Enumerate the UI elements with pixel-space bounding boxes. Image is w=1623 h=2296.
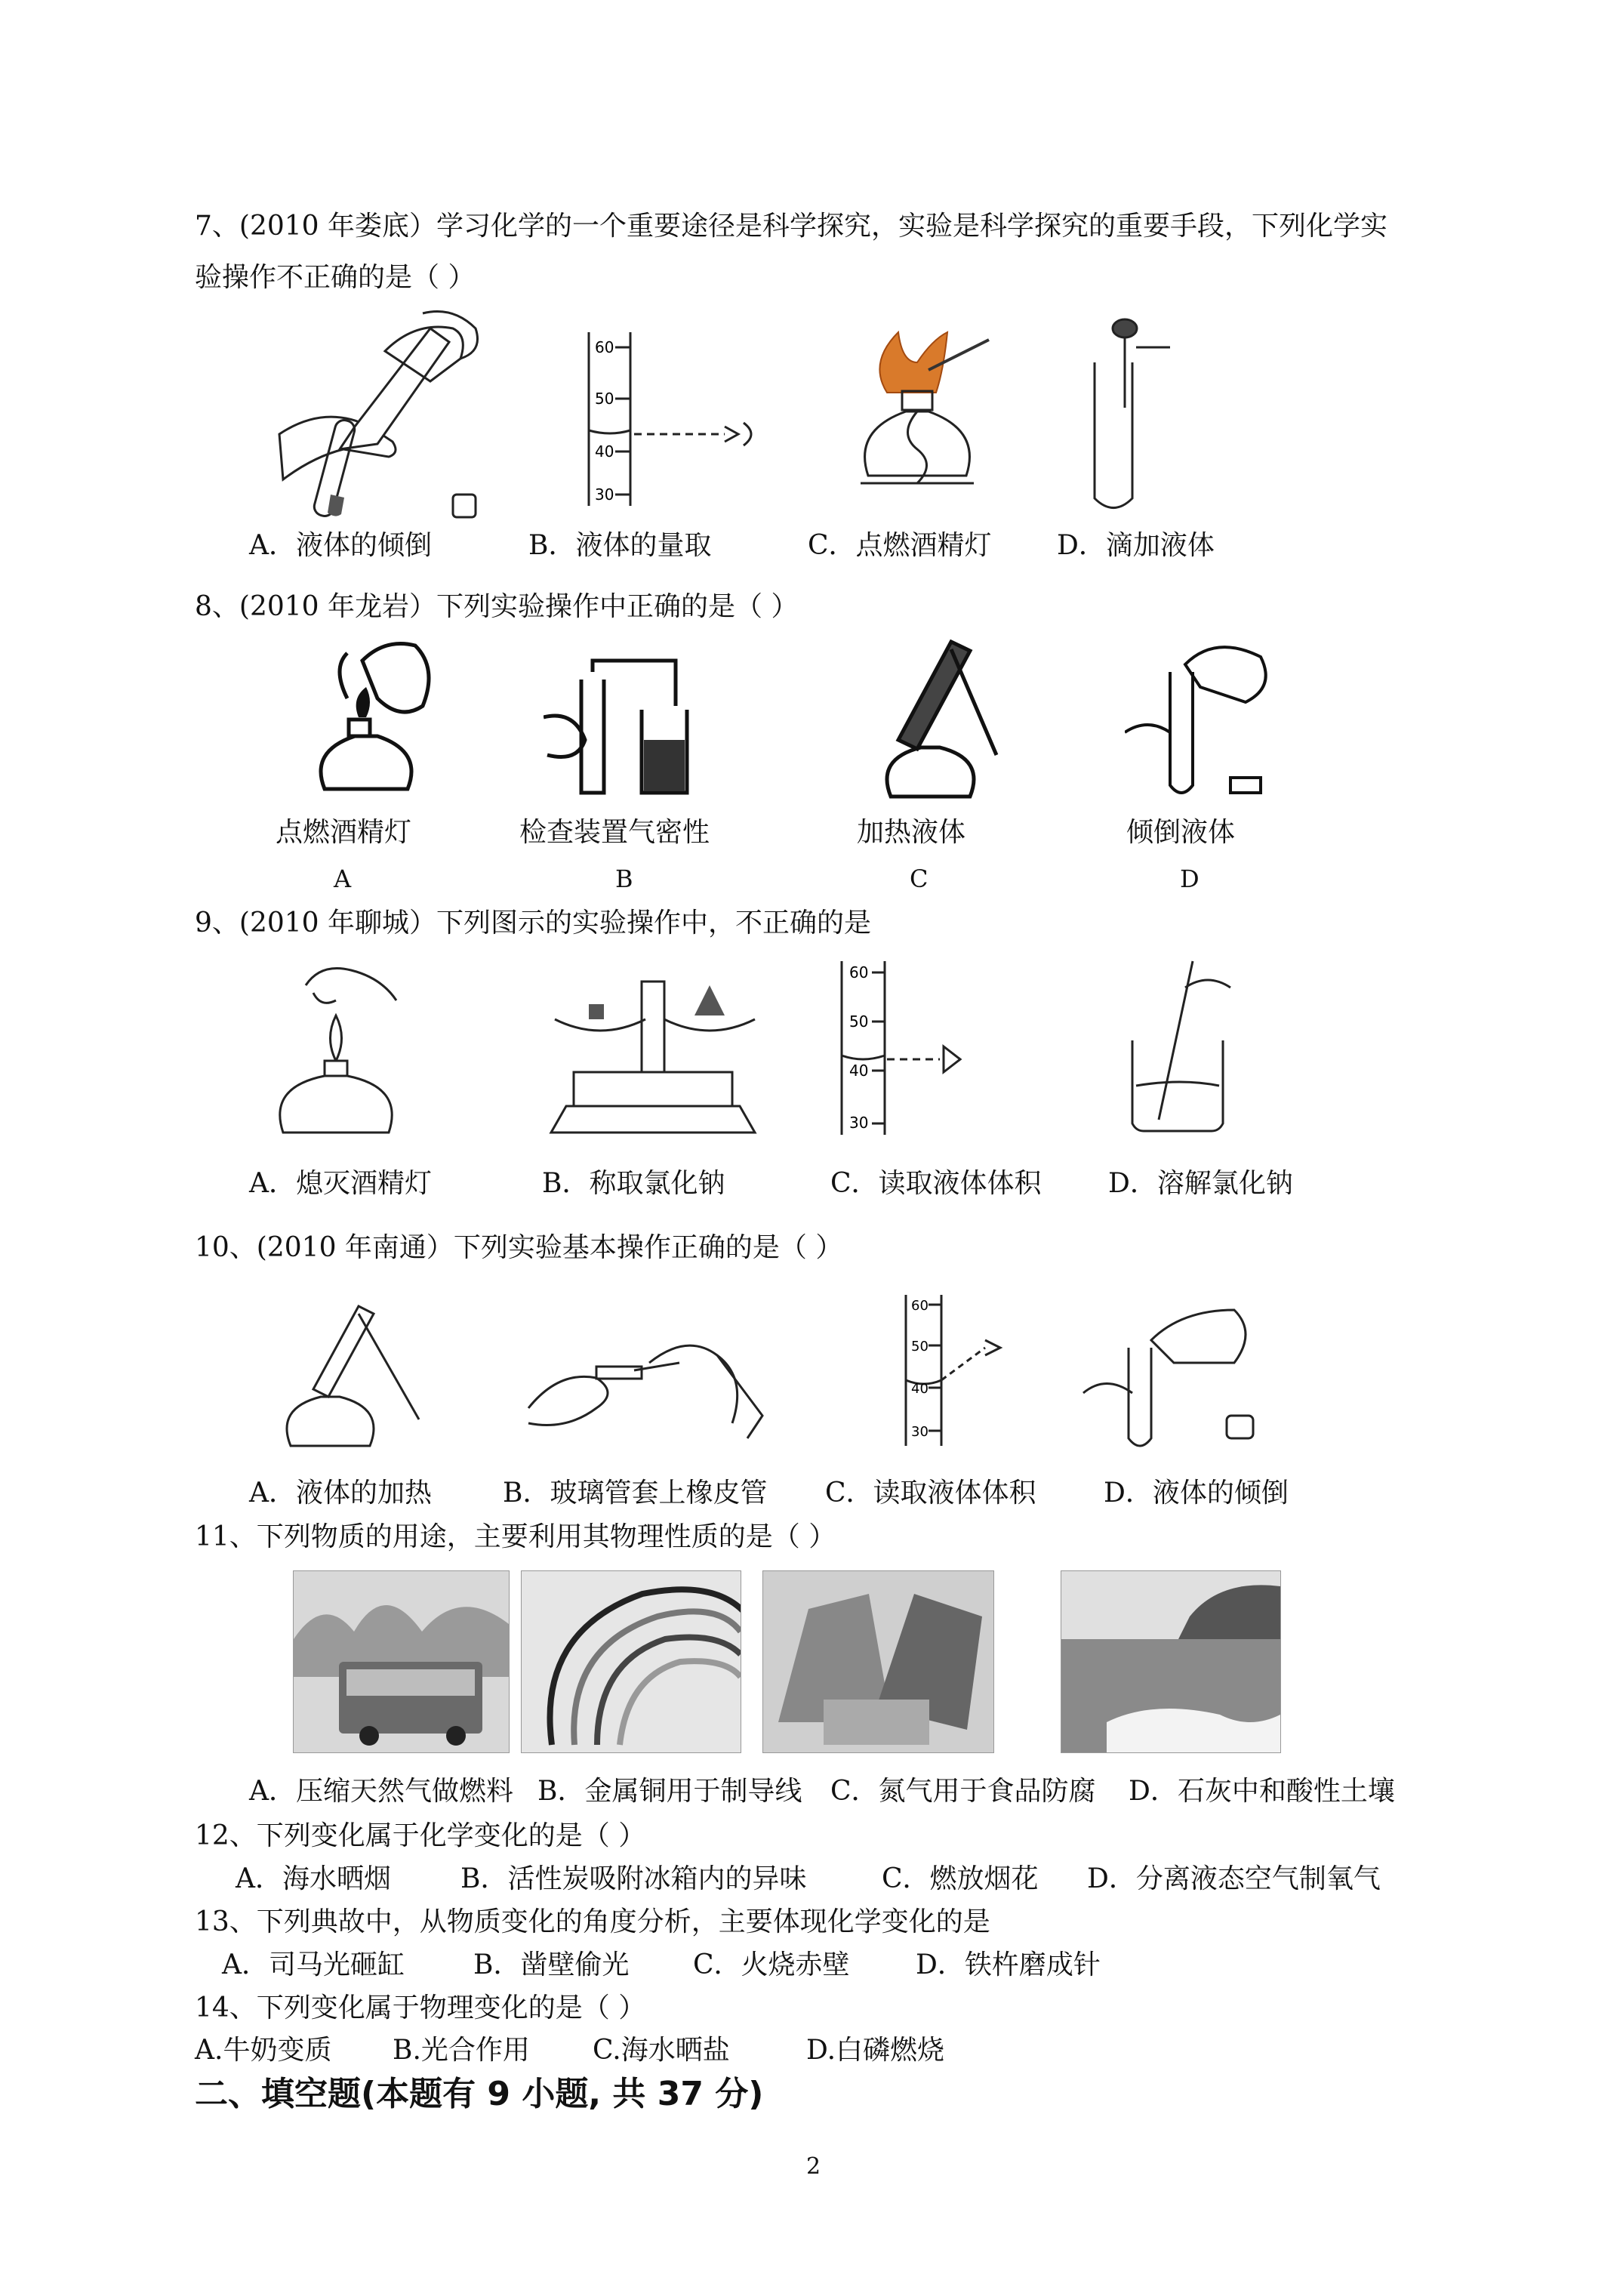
q10-figure-a-heating-liquid	[268, 1299, 434, 1450]
q11-option-c[interactable]: C．氮气用于食品防腐	[830, 1776, 1096, 1807]
q9-stem: 9、(2010 年聊城）下列图示的实验操作中，不正确的是	[195, 908, 872, 938]
q8-figure-d-pouring-liquid	[1125, 634, 1276, 808]
q8-option-d[interactable]: D	[1180, 864, 1200, 893]
q7-figure-a-pouring	[249, 306, 491, 525]
q10-figure-d-pouring-liquid	[1079, 1280, 1268, 1450]
q10-figure-c-cylinder-reading	[887, 1291, 1053, 1450]
q10-figure-b-glass-tube-rubber	[521, 1325, 770, 1446]
q8-option-b[interactable]: B	[615, 864, 633, 893]
q8-figure-c-heating-liquid	[876, 634, 1027, 808]
q7-option-d[interactable]: D．滴加液体	[1057, 530, 1215, 561]
q7-figure-b-cylinder-reading	[574, 325, 770, 510]
q8-option-a[interactable]: A	[334, 864, 352, 893]
tick-label: 50	[595, 390, 614, 408]
q10-option-a[interactable]: A．液体的加热	[249, 1478, 432, 1509]
tick-label: 50	[849, 1012, 869, 1031]
page-number: 2	[806, 2153, 821, 2180]
q14-option-d[interactable]: D.白磷燃烧	[806, 2035, 945, 2066]
q13-stem: 13、下列典故中，从物质变化的角度分析，主要体现化学变化的是	[195, 1906, 990, 1937]
tick-label: 60	[595, 338, 614, 356]
q12-option-a[interactable]: A．海水晒烟	[236, 1863, 391, 1894]
q10-option-c[interactable]: C．读取液体体积	[825, 1478, 1036, 1509]
q11-photo-lime-field	[1061, 1570, 1281, 1753]
q9-option-a[interactable]: A．熄灭酒精灯	[249, 1168, 432, 1199]
q10-stem: 10、(2010 年南通）下列实验基本操作正确的是（ ）	[195, 1232, 843, 1263]
q11-option-d[interactable]: D．石灰中和酸性土壤	[1129, 1776, 1395, 1807]
tick-label: 40	[849, 1062, 869, 1080]
q12-option-b[interactable]: B．活性炭吸附冰箱内的异味	[460, 1863, 807, 1894]
q12-option-c[interactable]: C．燃放烟花	[882, 1863, 1039, 1894]
q14-option-b[interactable]: B.光合作用	[393, 2035, 530, 2066]
q7-stem-line1: 7、(2010 年娄底）学习化学的一个重要途径是科学探究，实验是科学探究的重要手段，下列化学实	[195, 211, 1388, 242]
q7-option-a[interactable]: A．液体的倾倒	[249, 530, 432, 561]
q8-option-c[interactable]: C	[910, 864, 929, 893]
q11-stem: 11、下列物质的用途，主要利用其物理性质的是（ ）	[195, 1521, 836, 1552]
q8-stem: 8、(2010 年龙岩）下列实验操作中正确的是（ ）	[195, 591, 799, 622]
q8-figure-b-airtightness	[544, 649, 710, 800]
tick-label: 30	[911, 1424, 929, 1440]
q10-option-d[interactable]: D．液体的倾倒	[1104, 1478, 1289, 1509]
q9-option-d[interactable]: D．溶解氯化钠	[1108, 1168, 1293, 1199]
q9-figure-a-extinguish-lamp	[260, 963, 404, 1144]
q9-option-b[interactable]: B．称取氯化钠	[542, 1168, 725, 1199]
q11-photo-bus	[293, 1570, 510, 1753]
q7-option-c[interactable]: C．点燃酒精灯	[808, 530, 992, 561]
q7-option-b[interactable]: B．液体的量取	[528, 530, 712, 561]
q11-option-b[interactable]: B．金属铜用于制导线	[537, 1776, 802, 1807]
q7-figure-c-lamp-lighting	[845, 325, 996, 506]
q7-figure-d-dropper	[1079, 317, 1178, 513]
q13-option-c[interactable]: C．火烧赤壁	[693, 1949, 850, 1980]
tick-label: 30	[849, 1114, 869, 1132]
q12-stem: 12、下列变化属于化学变化的是（ ）	[195, 1820, 646, 1851]
q14-stem: 14、下列变化属于物理变化的是（ ）	[195, 1992, 646, 2023]
q8-caption-b: 检查装置气密性	[519, 817, 710, 848]
q14-option-c[interactable]: C.海水晒盐	[593, 2035, 730, 2066]
q13-option-d[interactable]: D．铁杵磨成针	[916, 1949, 1101, 1980]
tick-label: 50	[911, 1339, 929, 1354]
section2-title: 二、填空题(本题有 9 小题, 共 37 分)	[195, 2075, 764, 2113]
q9-option-c[interactable]: C．读取液体体积	[830, 1168, 1042, 1199]
q11-photo-food-packets	[762, 1570, 994, 1753]
q13-option-b[interactable]: B．凿壁偷光	[473, 1949, 630, 1980]
q11-photo-copper-wires	[521, 1570, 741, 1753]
q13-option-a[interactable]: A．司马光砸缸	[222, 1949, 405, 1980]
q10-option-b[interactable]: B．玻璃管套上橡皮管	[503, 1478, 768, 1509]
q8-caption-d: 倾倒液体	[1126, 817, 1236, 848]
tick-label: 60	[911, 1298, 929, 1314]
q14-option-a[interactable]: A.牛奶变质	[195, 2035, 332, 2066]
tick-label: 30	[595, 485, 614, 504]
q7-stem-line2: 验操作不正确的是（ ）	[195, 262, 476, 293]
q8-caption-c: 加热液体	[857, 817, 966, 848]
tick-label: 60	[849, 963, 869, 982]
q9-figure-d-dissolving	[1117, 957, 1246, 1139]
q9-figure-b-balance	[544, 966, 762, 1136]
tick-label: 40	[911, 1381, 929, 1397]
q8-caption-a: 点燃酒精灯	[276, 817, 412, 848]
q8-figure-a-lamp-to-lamp	[302, 638, 453, 804]
q11-option-a[interactable]: A．压缩天然气做燃料	[249, 1776, 513, 1807]
tick-label: 40	[595, 442, 614, 461]
q9-figure-c-cylinder-reading	[830, 957, 996, 1139]
q12-option-d[interactable]: D．分离液态空气制氧气	[1087, 1863, 1381, 1894]
